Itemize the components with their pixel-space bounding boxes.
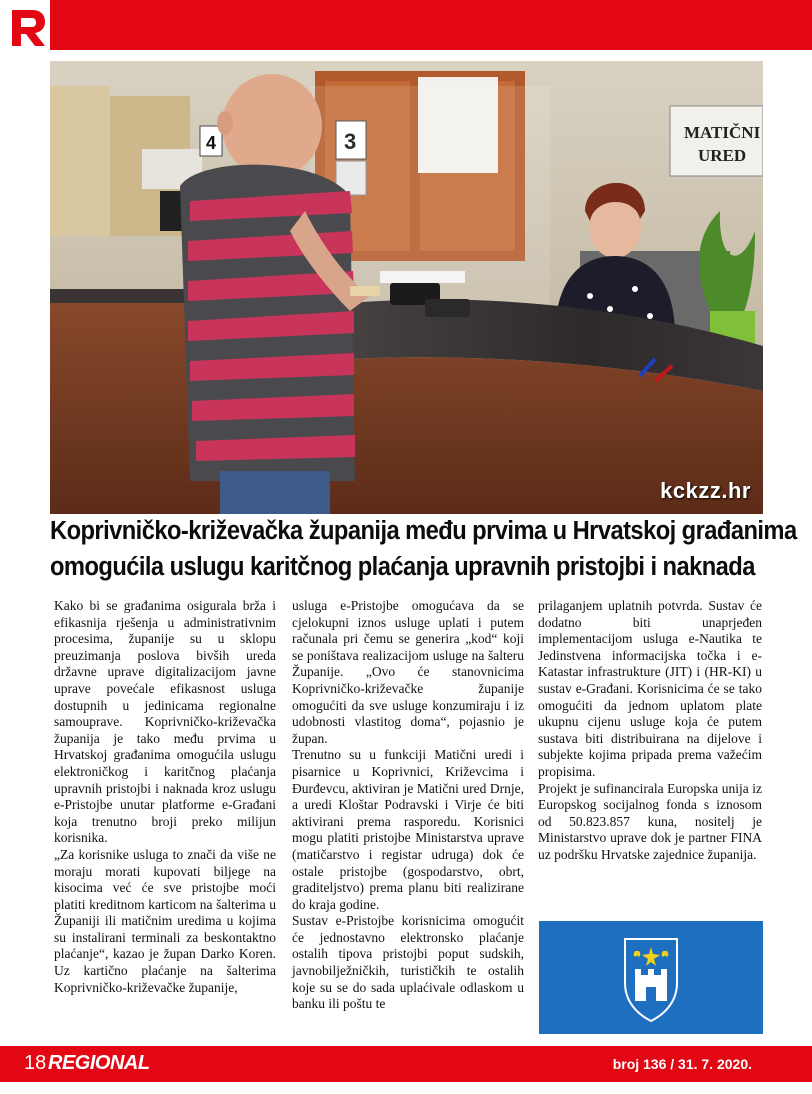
headline-line-2: omogućila uslugu karitčnog plaćanja upravnih pristojbi i naknada <box>50 553 755 581</box>
magazine-logo: REGIONAL <box>48 1052 150 1074</box>
issue-info: broj 136 / 31. 7. 2020. <box>612 1056 752 1072</box>
county-crest-panel <box>539 921 763 1034</box>
paragraph: Trenutno su u funkciji Matični uredi i pisarnice u Koprivnici, Križevcima i Đurđevcu, aktiviran je Matični ured Drnje, a uredi Kloštar Podravski i Virje će biti aktivirani prema rasporedu. Korisnici mogu platiti pristojbe Ministarstva uprave (matičarstvo i registar udruga) dok će ostale pristojbe (gospodarstvo, obrt, graditeljstvo) prema planu biti realizirane do kraja godine. <box>292 747 524 912</box>
svg-text:4: 4 <box>206 133 217 153</box>
paragraph: Projekt je sufinancirala Europska unija iz Europskog socijalnog fonda s iznosom od 50.823.857 kuna, nositelj je Ministarstvo uprave dok je partner FINA uz podršku Hrvatske zajednice županija. <box>538 780 762 862</box>
svg-text:URED: URED <box>698 146 747 165</box>
article-column-3 <box>538 598 762 864</box>
paragraph: „Za korisnike usluga to znači da više ne moraju morati kupovati biljege na kisocima već će sve pristojbe moći platiti kreditnom karticom na šalterima u Županiji ili matičnim uredima u kojima su instalirani terminali za beskontaktno plaćanje“, kazao je župan Darko Koren. Uz kartično plaćanje na šalterima Koprivničko-križevačke županije, <box>54 846 276 995</box>
office-scene-illustration <box>50 61 763 514</box>
paragraph: usluga e-Pristojbe omogućava da se cjelokupni iznos usluge uplati i putem računala pri čemu se generira „kod“ koji se poništava realizacijom usluge na šalteru Županije. „Ovo će stanovnicima Koprivničko-križevačke županije omogućiti da sve usluge konzumiraju i iz udobnosti vlastitog doma“, pojasnio je župan. <box>292 598 524 746</box>
paragraph: Sustav e-Pristojbe korisnicima omogućit će jednostavno elektronsko plaćanje ostalih tipova pristojbi poput sudskih, javnobilježničkih, turističkih te ostalih koje su se do sada uplaćivale odlaskom u banku ili poštu te <box>292 913 524 1012</box>
svg-text:3: 3 <box>344 129 357 154</box>
article-headline <box>50 513 797 585</box>
paragraph: prilaganjem uplatnih potvrda. Sustav će dodatno biti unaprjeđen implementacijom usluga e-Nautika te Jedinstvena informacijska točka i e-Katastar infrastrukture (JIT) i (HR-KI) u sustav e-Građani. Korisnicima će se tako omogućiti da jednom uplatom plate ukupnu cijenu usluge koja će putem sustava biti distribuirana na dijelove i subjekte kojima pripada prema važećim propisima. <box>538 598 762 779</box>
svg-text:MATIČNI: MATIČNI <box>684 123 761 142</box>
county-coat-of-arms-icon <box>539 921 763 1034</box>
photo-credit: kckzz.hr <box>660 478 751 503</box>
top-bar <box>0 0 812 54</box>
headline-line-1: Koprivničko-križevačka županija među prvima u Hrvatskoj građanima <box>50 517 797 545</box>
section-logo-r-icon <box>8 6 48 50</box>
article-photo <box>50 61 763 514</box>
article-column-1 <box>54 598 276 996</box>
page-number: 18 <box>24 1052 47 1074</box>
article-column-2 <box>292 598 524 1013</box>
paragraph: Kako bi se građanima osigurala brža i efikasnija rješenja u administrativnim procesima, županije su u sklopu preuzimanja poslova bivših ureda državne uprave digitalizacijom javne uprave povećale efikasnost usluga dostupnih u jedinicama regionalne samouprave. Koprivničko-križevačka županija je tako među prvima u Hrvatskoj građanima omogućila uslugu elektroničkog i karitčnog plaćanja upravnih pristojbi i naknada kroz uslugu e-Pristojbe unutar platforme e-Građani koja trenutno broji preko milijun korisnika. <box>54 598 276 846</box>
top-red-band <box>50 0 812 50</box>
